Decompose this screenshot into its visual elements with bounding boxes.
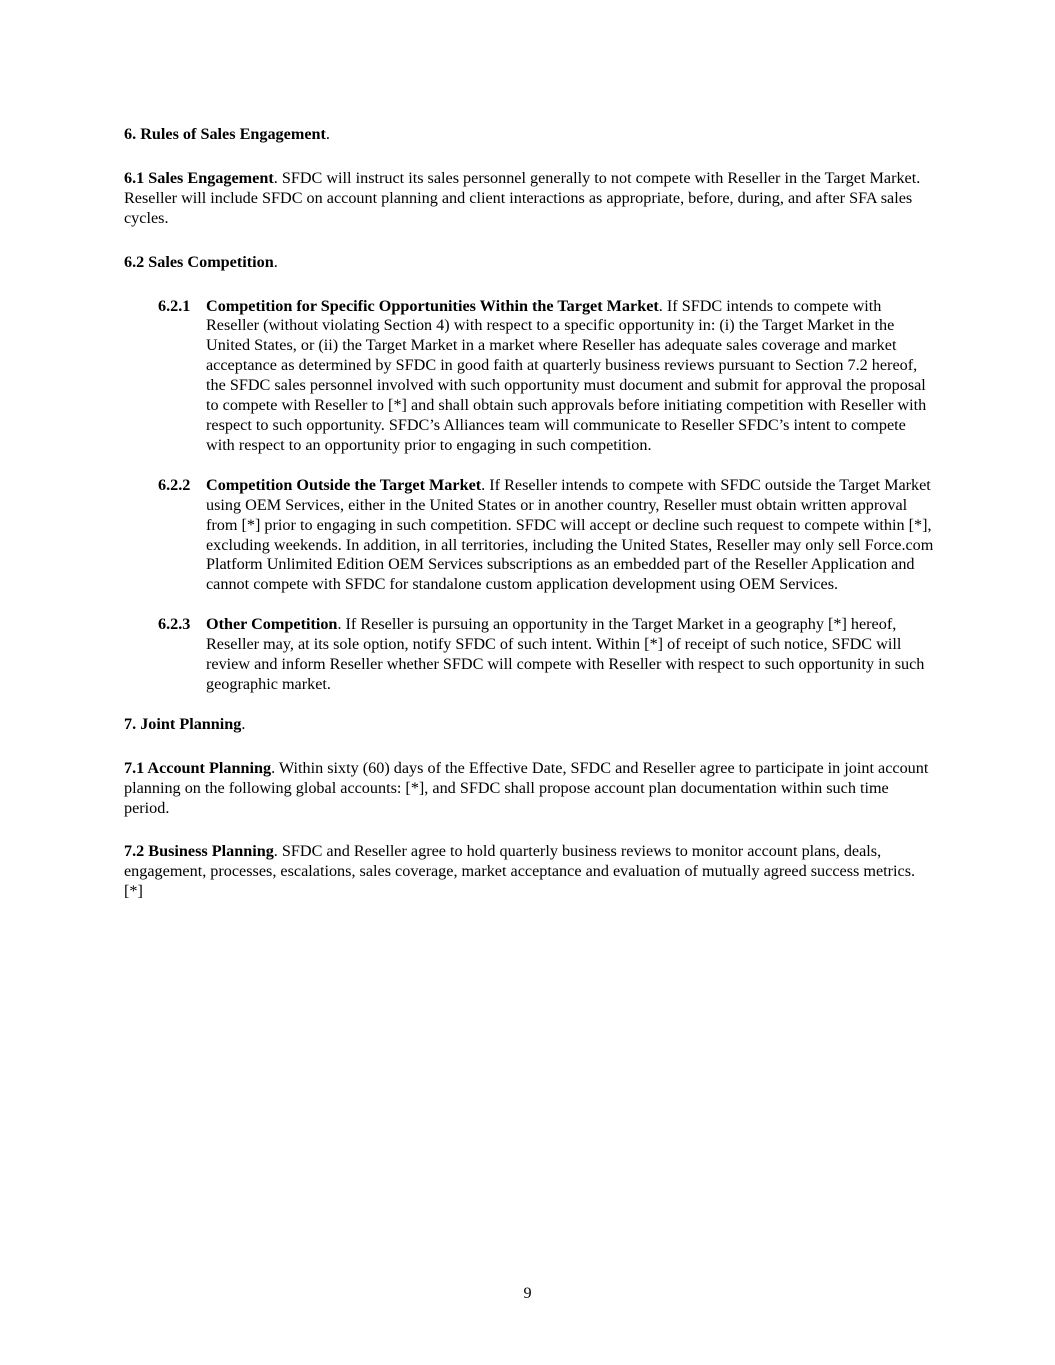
section-7-2-paragraph bbox=[124, 842, 936, 902]
section-6-2-1-text: . If SFDC intends to compete with Reseller (without violating Section 4) with respect to a specific opportunity in: (i) the Target Market in the United States, or (ii) the Target Market in a market where Reseller has adequate sales coverage and market acceptance as determined by SFDC in good faith at quarterly business reviews pursuant to Section 7.2 hereof, the SFDC sales personnel involved with such opportunity must document and submit for approval the proposal to compete with Reseller to [*] and shall obtain such approvals before initiating competition with Reseller with respect to such opportunity. SFDC’s Alliances team will communicate to Reseller SFDC’s intent to compete with respect to an opportunity prior to engaging in such competition. bbox=[206, 296, 927, 454]
section-6-2-2-number: 6.2.2 bbox=[158, 475, 191, 494]
section-7-1-paragraph bbox=[124, 759, 936, 819]
section-6-1-title: 6.1 Sales Engagement bbox=[124, 168, 274, 187]
section-6-2-3-text: . If Reseller is pursuing an opportunity in the Target Market in a geography [*] hereof, Reseller may, at its sole option, notify SFDC of such intent. Within [*] of receipt of such notice, SFDC will review and inform Reseller whether SFDC will compete with Reseller with respect to such opportunity in such geographic market. bbox=[206, 615, 925, 693]
section-7-2-title: 7.2 Business Planning bbox=[124, 842, 274, 861]
section-6-2-1-paragraph bbox=[158, 296, 936, 456]
section-6-heading bbox=[124, 125, 936, 145]
section-6-2-3-title: Other Competition bbox=[206, 615, 338, 634]
page-number: 9 bbox=[523, 1284, 532, 1302]
section-6-2-heading bbox=[124, 253, 936, 273]
section-6-title: 6. Rules of Sales Engagement bbox=[124, 125, 326, 143]
section-6-2-3-paragraph bbox=[158, 615, 936, 695]
section-7-title: 7. Joint Planning bbox=[124, 714, 242, 733]
section-6-2-2-paragraph bbox=[158, 475, 936, 595]
section-6-2-3-number: 6.2.3 bbox=[158, 615, 191, 634]
section-6-2-1-number: 6.2.1 bbox=[158, 296, 191, 315]
section-6-2-2-text: . If Reseller intends to compete with SFDC outside the Target Market using OEM Services, either in the United States or in another country, Reseller must obtain written approval from [*] prior to engaging in such competition. SFDC will accept or decline such request to compete within [*], excluding weekends. In addition, in all territories, including the United States, Reseller may only sell Force.com Platform Unlimited Edition OEM Services subscriptions as an embedded part of the Reseller Application and cannot compete with SFDC for standalone custom application development using OEM Services. bbox=[206, 475, 934, 594]
section-7-title-period: . bbox=[241, 714, 246, 733]
section-6-2-2-title: Competition Outside the Target Market bbox=[206, 475, 482, 494]
document-page bbox=[124, 125, 936, 926]
section-7-1-text: . Within sixty (60) days of the Effective Date, SFDC and Reseller agree to participate in joint account planning on the following global accounts: [*], and SFDC shall propose account plan documentation within such time period. bbox=[124, 758, 929, 817]
section-6-2-1-title: Competition for Specific Opportunities Within the Target Market bbox=[206, 296, 659, 315]
section-6-2-title-period: . bbox=[273, 252, 278, 271]
section-6-1-text: . SFDC will instruct its sales personnel generally to not compete with Reseller in the Target Market. Reseller will include SFDC on account planning and client interactions as appropriate, before, during, and after SFA sales cycles. bbox=[124, 168, 921, 227]
section-7-1-title: 7.1 Account Planning bbox=[124, 758, 272, 777]
section-6-1-paragraph bbox=[124, 169, 936, 229]
section-6-2-title: 6.2 Sales Competition bbox=[124, 252, 274, 271]
section-7-heading bbox=[124, 715, 936, 735]
section-7-2-text: . SFDC and Reseller agree to hold quarterly business reviews to monitor account plans, deals, engagement, processes, escalations, sales coverage, market acceptance and evaluation of mutually agreed success metrics. [*] bbox=[124, 842, 916, 901]
section-6-title-period: . bbox=[325, 125, 330, 143]
